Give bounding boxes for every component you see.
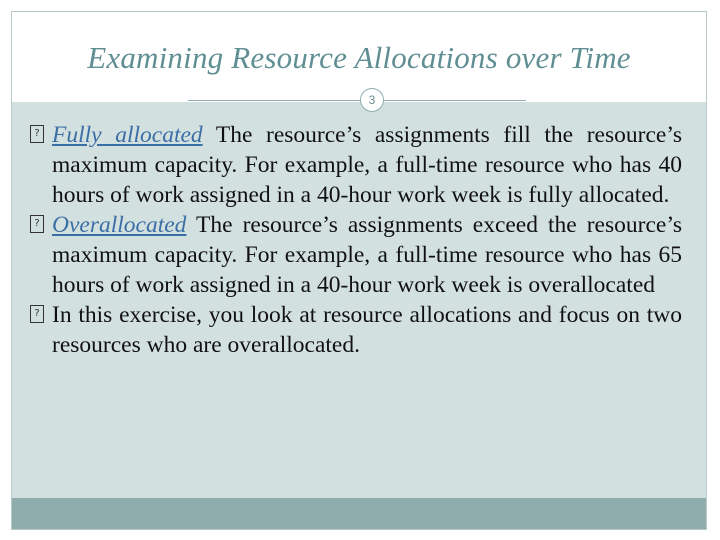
title-divider-right bbox=[384, 100, 526, 101]
slide-title: Examining Resource Allocations over Time bbox=[87, 40, 631, 75]
bullet-text: The resource’s assignments fill the resource’s maximum capacity. For example, a full-time resource who has 40 hours of work assigned in a 40-hour work week is fully allocated. bbox=[52, 122, 682, 208]
square-bullet-icon: ? bbox=[30, 125, 44, 143]
bullet-text: The resource’s assignments exceed the resource’s maximum capacity. For example, a full-time resource who has 65 hours of work assigned in a 40-hour work week is overallocated bbox=[52, 212, 682, 298]
footer-bar bbox=[12, 498, 706, 529]
bullet-item-overallocated bbox=[30, 210, 682, 300]
title-divider-left bbox=[188, 100, 360, 101]
bullet-list bbox=[30, 120, 682, 360]
square-bullet-icon: ? bbox=[30, 305, 44, 323]
slide-number-badge: 3 bbox=[360, 88, 384, 112]
term-overallocated: Overallocated bbox=[52, 212, 187, 238]
bullet-item-fully-allocated bbox=[30, 120, 682, 210]
bullet-text: In this exercise, you look at resource allocations and focus on two resources who are overallocated. bbox=[52, 302, 682, 358]
square-bullet-icon: ? bbox=[30, 215, 44, 233]
bullet-item-exercise bbox=[30, 300, 682, 360]
term-fully-allocated: Fully allocated bbox=[52, 122, 203, 148]
